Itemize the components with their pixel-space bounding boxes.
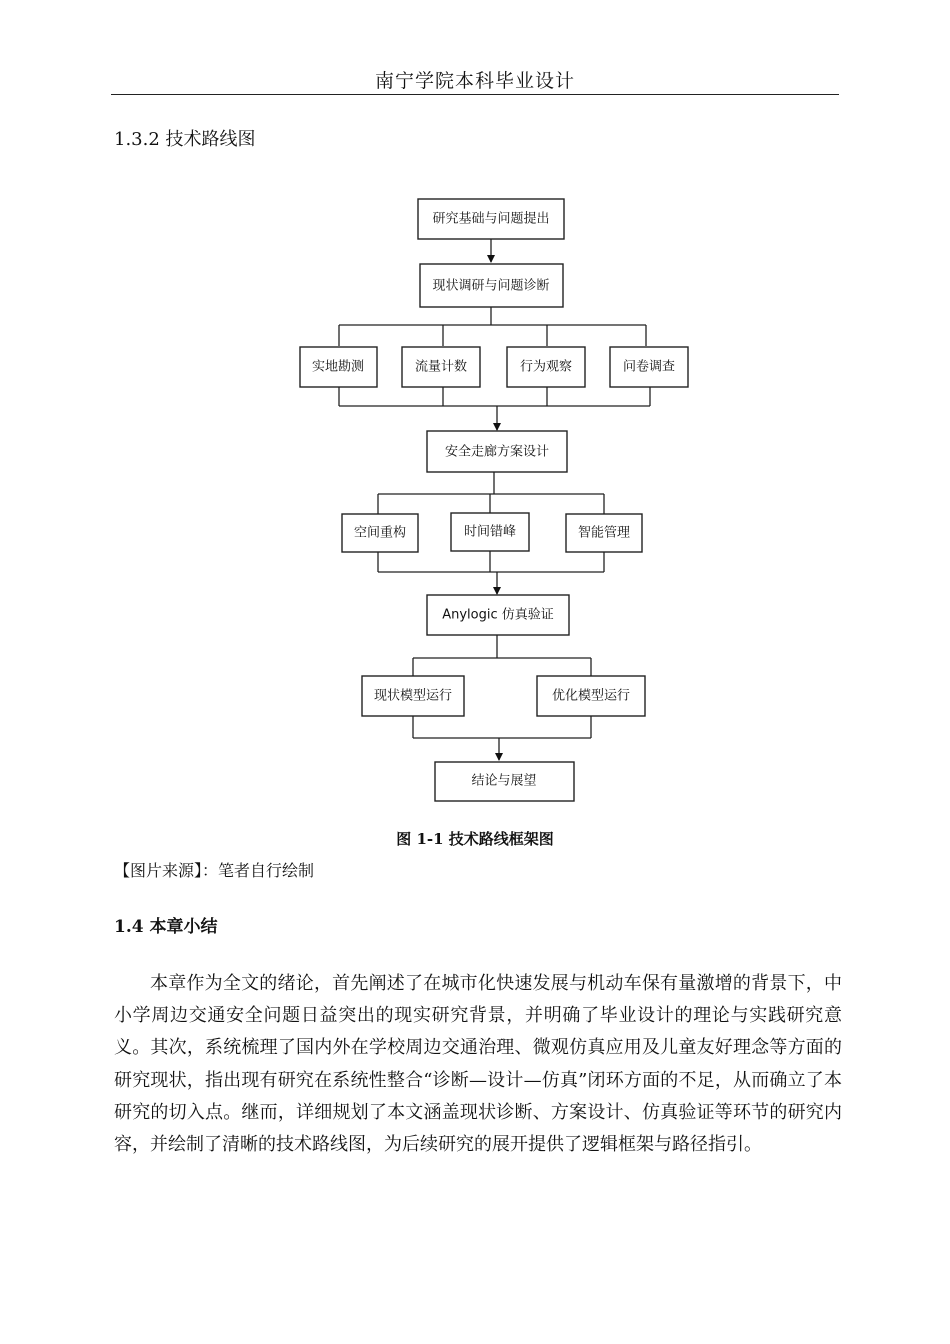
flow-label-strategy-3: 智能管理 [577,525,631,541]
flow-label-strategy-1: 空间重构 [353,525,407,541]
flow-label-step2: 现状调研与问题诊断 [432,278,550,294]
flow-label-survey-2: 流量计数 [414,359,468,375]
flow-label-survey-3: 行为观察 [519,359,573,375]
figure-caption: 图 1-1 技术路线框架图 [396,830,554,848]
page-header: 南宁学院本科毕业设计 [374,70,575,92]
figure-source: 【图片来源】：笔者自行绘制 [114,861,315,880]
section-title: 1.4 本章小结 [114,917,218,937]
flow-label-survey-1: 实地勘测 [311,359,365,375]
flow-label-conclusion: 结论与展望 [471,773,537,789]
flow-label-model-2: 优化模型运行 [551,688,631,704]
flow-label-model-1: 现状模型运行 [373,688,453,704]
flow-label-design: 安全走廊方案设计 [444,444,550,460]
flow-label-survey-4: 问卷调查 [622,359,676,375]
flow-label-simulation: Anylogic 仿真验证 [442,607,554,623]
flow-label-step1: 研究基础与问题提出 [432,211,550,227]
subsection-title: 1.3.2 技术路线图 [114,129,256,150]
body-paragraph: 本章作为全文的绪论，首先阐述了在城市化快速发展与机动车保有量激增的背景下，中小学周边交通安全问题日益突出的现实研究背景，并明确了毕业设计的理论与实践研究意义。其次，系统梳理了国内外在学校周边交通治理、微观仿真应用及儿童友好理念等方面的研究现状，指出现有研究在系统性整合“诊断—设计—仿真”闭环方面的不足，从而确立了本研究的切入点。继而，详细规划了本文涵盖现状诊断、方案设计、仿真验证等环节的研究内容，并绘制了清晰的技术路线图，为后续研究的展开提供了逻辑框架与路径指引。 [114,973,842,1156]
flow-label-strategy-2: 时间错峰 [463,524,517,540]
